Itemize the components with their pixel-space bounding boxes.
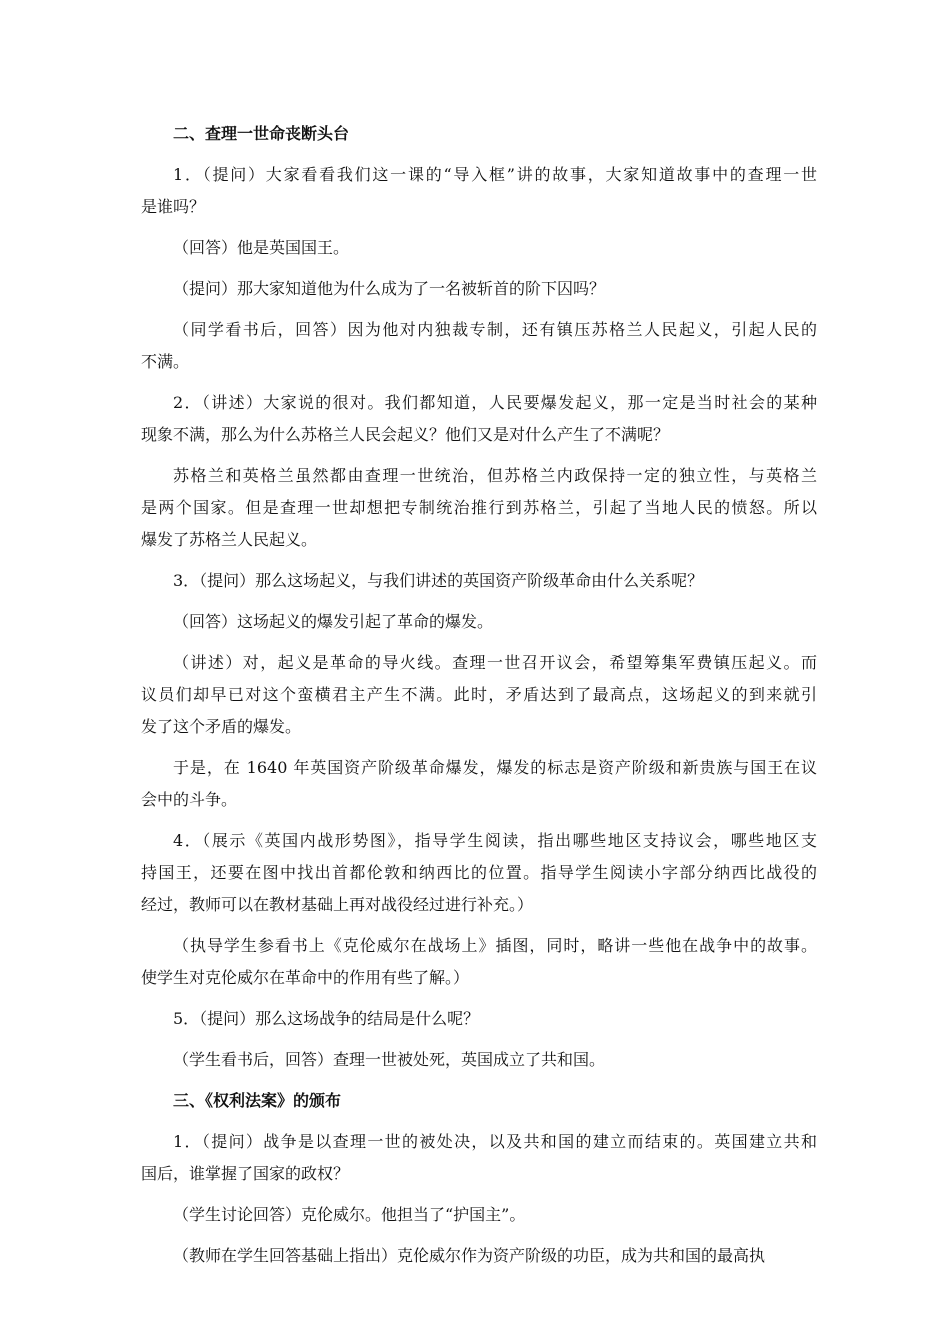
paragraph-line: （教师在学生回答基础上指出）克伦威尔作为资产阶级的功臣，成为共和国的最高执 xyxy=(173,1246,766,1265)
paragraph xyxy=(141,565,817,597)
paragraph-line: （讲述）对，起义是革命的导火线。查理一世召开议会，希望筹集军费镇压起义。而 xyxy=(173,653,817,672)
paragraph-line: 经过，教师可以在教材基础上再对战役经过进行补充。） xyxy=(141,895,534,914)
paragraph-line: 是谁吗？ xyxy=(141,197,206,216)
paragraph-line: 4．（展示《英国内战形势图》，指导学生阅读，指出哪些地区支持议会，哪些地区支 xyxy=(173,831,817,850)
paragraph-line: （学生看书后，回答）查理一世被处死，英国成立了共和国。 xyxy=(173,1050,606,1069)
paragraph-line: 是两个国家。但是查理一世却想把专制统治推行到苏格兰，引起了当地人民的愤怒。所以 xyxy=(141,498,817,517)
paragraph xyxy=(141,1240,817,1272)
paragraph-line: 爆发了苏格兰人民起义。 xyxy=(141,530,318,549)
paragraph-line: 持国王，还要在图中找出首都伦敦和纳西比的位置。指导学生阅读小字部分纳西比战役的 xyxy=(141,863,817,882)
paragraph xyxy=(141,1199,817,1231)
paragraph-line: （执导学生参看书上《克伦威尔在战场上》插图，同时，略讲一些他在战争中的故事。 xyxy=(173,936,817,955)
paragraph-line: （同学看书后，回答）因为他对内独裁专制，还有镇压苏格兰人民起义，引起人民的 xyxy=(173,320,817,339)
paragraph-line: 会中的斗争。 xyxy=(141,790,238,809)
paragraph xyxy=(141,825,817,921)
paragraph xyxy=(141,1044,817,1076)
section-heading: 三、《权利法案》的颁布 xyxy=(173,1091,342,1110)
paragraph-line: （提问）那大家知道他为什么成为了一名被斩首的阶下囚吗？ xyxy=(173,279,606,298)
paragraph-line: （学生讨论回答）克伦威尔。他担当了“护国主”。 xyxy=(173,1205,526,1224)
paragraph xyxy=(141,460,817,556)
paragraph-line: 2．（讲述）大家说的很对。我们都知道，人民要爆发起义，那一定是当时社会的某种 xyxy=(173,393,817,412)
paragraph xyxy=(141,606,817,638)
paragraph xyxy=(141,752,817,816)
paragraph xyxy=(141,159,817,223)
paragraph-line: 国后，谁掌握了国家的政权？ xyxy=(141,1164,350,1183)
paragraph-line: （回答）他是英国国王。 xyxy=(173,238,350,257)
paragraph-line: 使学生对克伦威尔在革命中的作用有些了解。） xyxy=(141,968,470,987)
paragraph xyxy=(141,1003,817,1035)
paragraph xyxy=(141,930,817,994)
paragraph xyxy=(141,314,817,378)
paragraph-line: 3．（提问）那么这场起义，与我们讲述的英国资产阶级革命由什么关系呢？ xyxy=(173,571,704,590)
paragraph xyxy=(141,273,817,305)
section-heading: 二、查理一世命丧断头台 xyxy=(173,124,350,143)
paragraph xyxy=(141,1126,817,1190)
paragraph-line: 5．（提问）那么这场战争的结局是什么呢？ xyxy=(173,1009,480,1028)
paragraph-line: 议员们却早已对这个蛮横君主产生不满。此时，矛盾达到了最高点，这场起义的到来就引 xyxy=(141,685,817,704)
paragraph-line: 于是，在 1640 年英国资产阶级革命爆发，爆发的标志是资产阶级和新贵族与国王在议 xyxy=(173,758,817,777)
paragraph-line: 现象不满，那么为什么苏格兰人民会起义？他们又是对什么产生了不满呢？ xyxy=(141,425,670,444)
paragraph xyxy=(141,232,817,264)
paragraph xyxy=(141,387,817,451)
paragraph-line: （回答）这场起义的爆发引起了革命的爆发。 xyxy=(173,612,494,631)
paragraph xyxy=(141,647,817,743)
paragraph-line: 苏格兰和英格兰虽然都由查理一世统治，但苏格兰内政保持一定的独立性，与英格兰 xyxy=(173,466,817,485)
paragraph-line: 1．（提问）大家看看我们这一课的“导入框”讲的故事，大家知道故事中的查理一世 xyxy=(173,165,817,184)
document-body xyxy=(141,118,817,1281)
paragraph-line: 1．（提问）战争是以查理一世的被处决，以及共和国的建立而结束的。英国建立共和 xyxy=(173,1132,817,1151)
paragraph-line: 不满。 xyxy=(141,352,190,371)
paragraph-line: 发了这个矛盾的爆发。 xyxy=(141,717,302,736)
